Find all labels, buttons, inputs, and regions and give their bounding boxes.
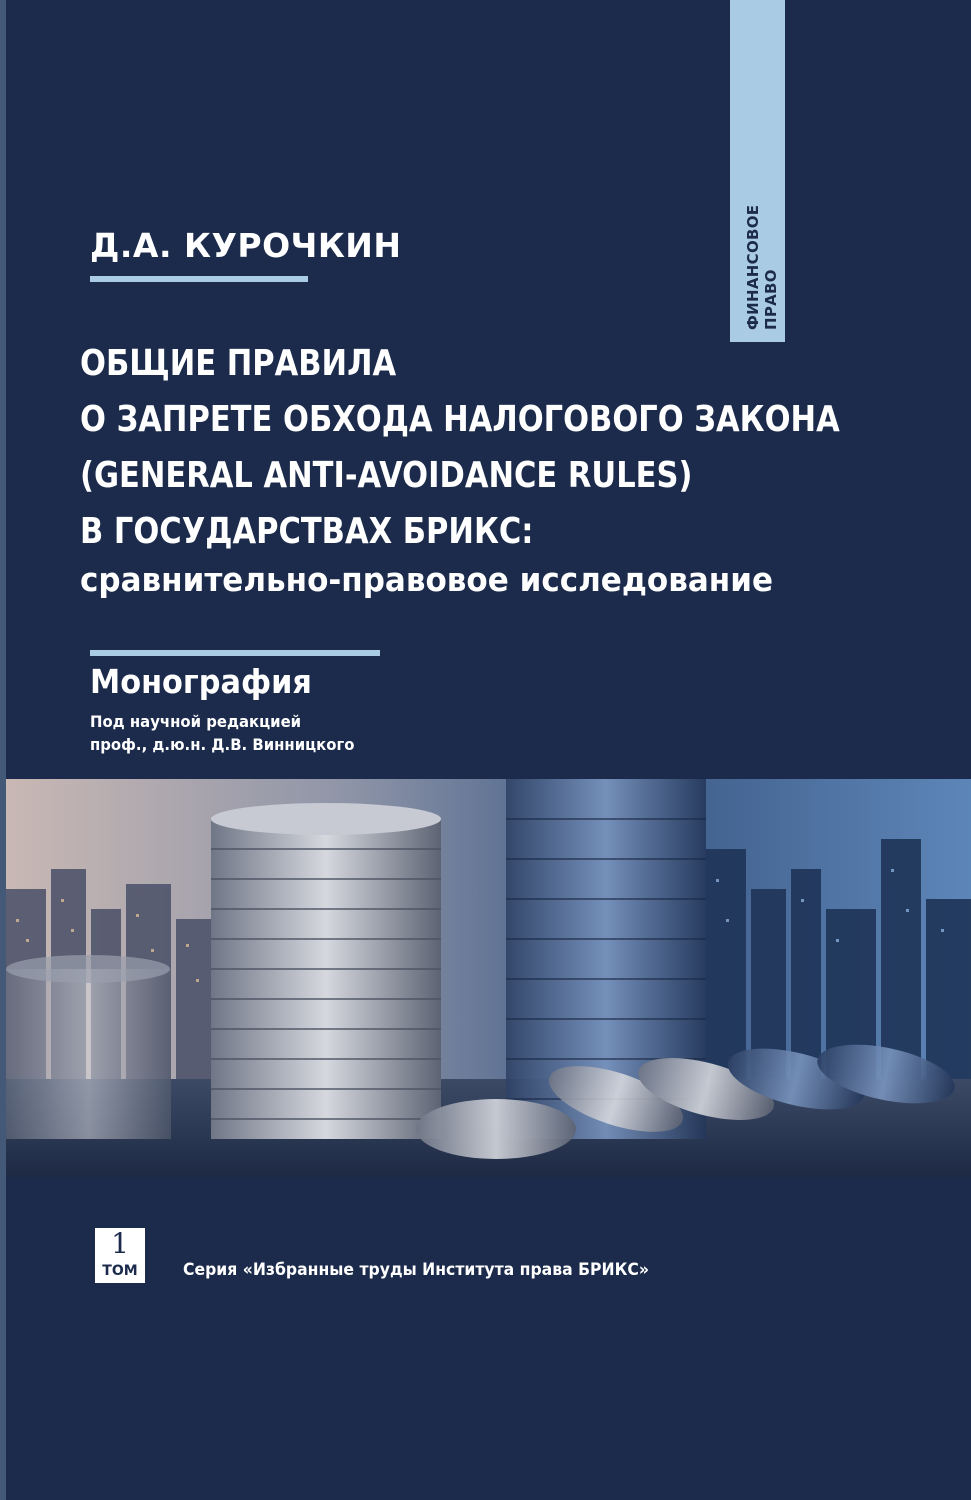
series-title: Серия «Избранные труды Института права БРИКС»	[183, 1260, 649, 1280]
author-name: Д.А. КУРОЧКИН	[90, 226, 402, 265]
book-subtitle: сравнительно-правовое исследование	[80, 560, 773, 599]
title-line-4: В ГОСУДАРСТВАХ БРИКС:	[80, 511, 534, 552]
editor-line-1: Под научной редакцией	[90, 712, 302, 731]
volume-badge	[95, 1228, 145, 1283]
editor-credit	[90, 710, 354, 756]
monograph-rule	[90, 650, 380, 656]
book-title	[80, 336, 840, 560]
title-line-2: О ЗАПРЕТЕ ОБХОДА НАЛОГОВОГО ЗАКОНА	[80, 399, 840, 440]
cover-photo-coins-city	[6, 779, 971, 1177]
title-line-3: (GENERAL ANTI-AVOIDANCE RULES)	[80, 455, 693, 496]
category-label: ФИНАНСОВОЕ ПРАВО	[744, 204, 780, 330]
editor-line-2: проф., д.ю.н. Д.В. Винницкого	[90, 735, 355, 754]
volume-number: 1	[111, 1227, 129, 1260]
author-underline	[90, 276, 308, 282]
title-line-1: ОБЩИЕ ПРАВИЛА	[80, 343, 397, 384]
publication-type: Монография	[90, 662, 312, 701]
cover-edge	[0, 0, 6, 1500]
volume-word: ТОМ	[95, 1262, 145, 1280]
